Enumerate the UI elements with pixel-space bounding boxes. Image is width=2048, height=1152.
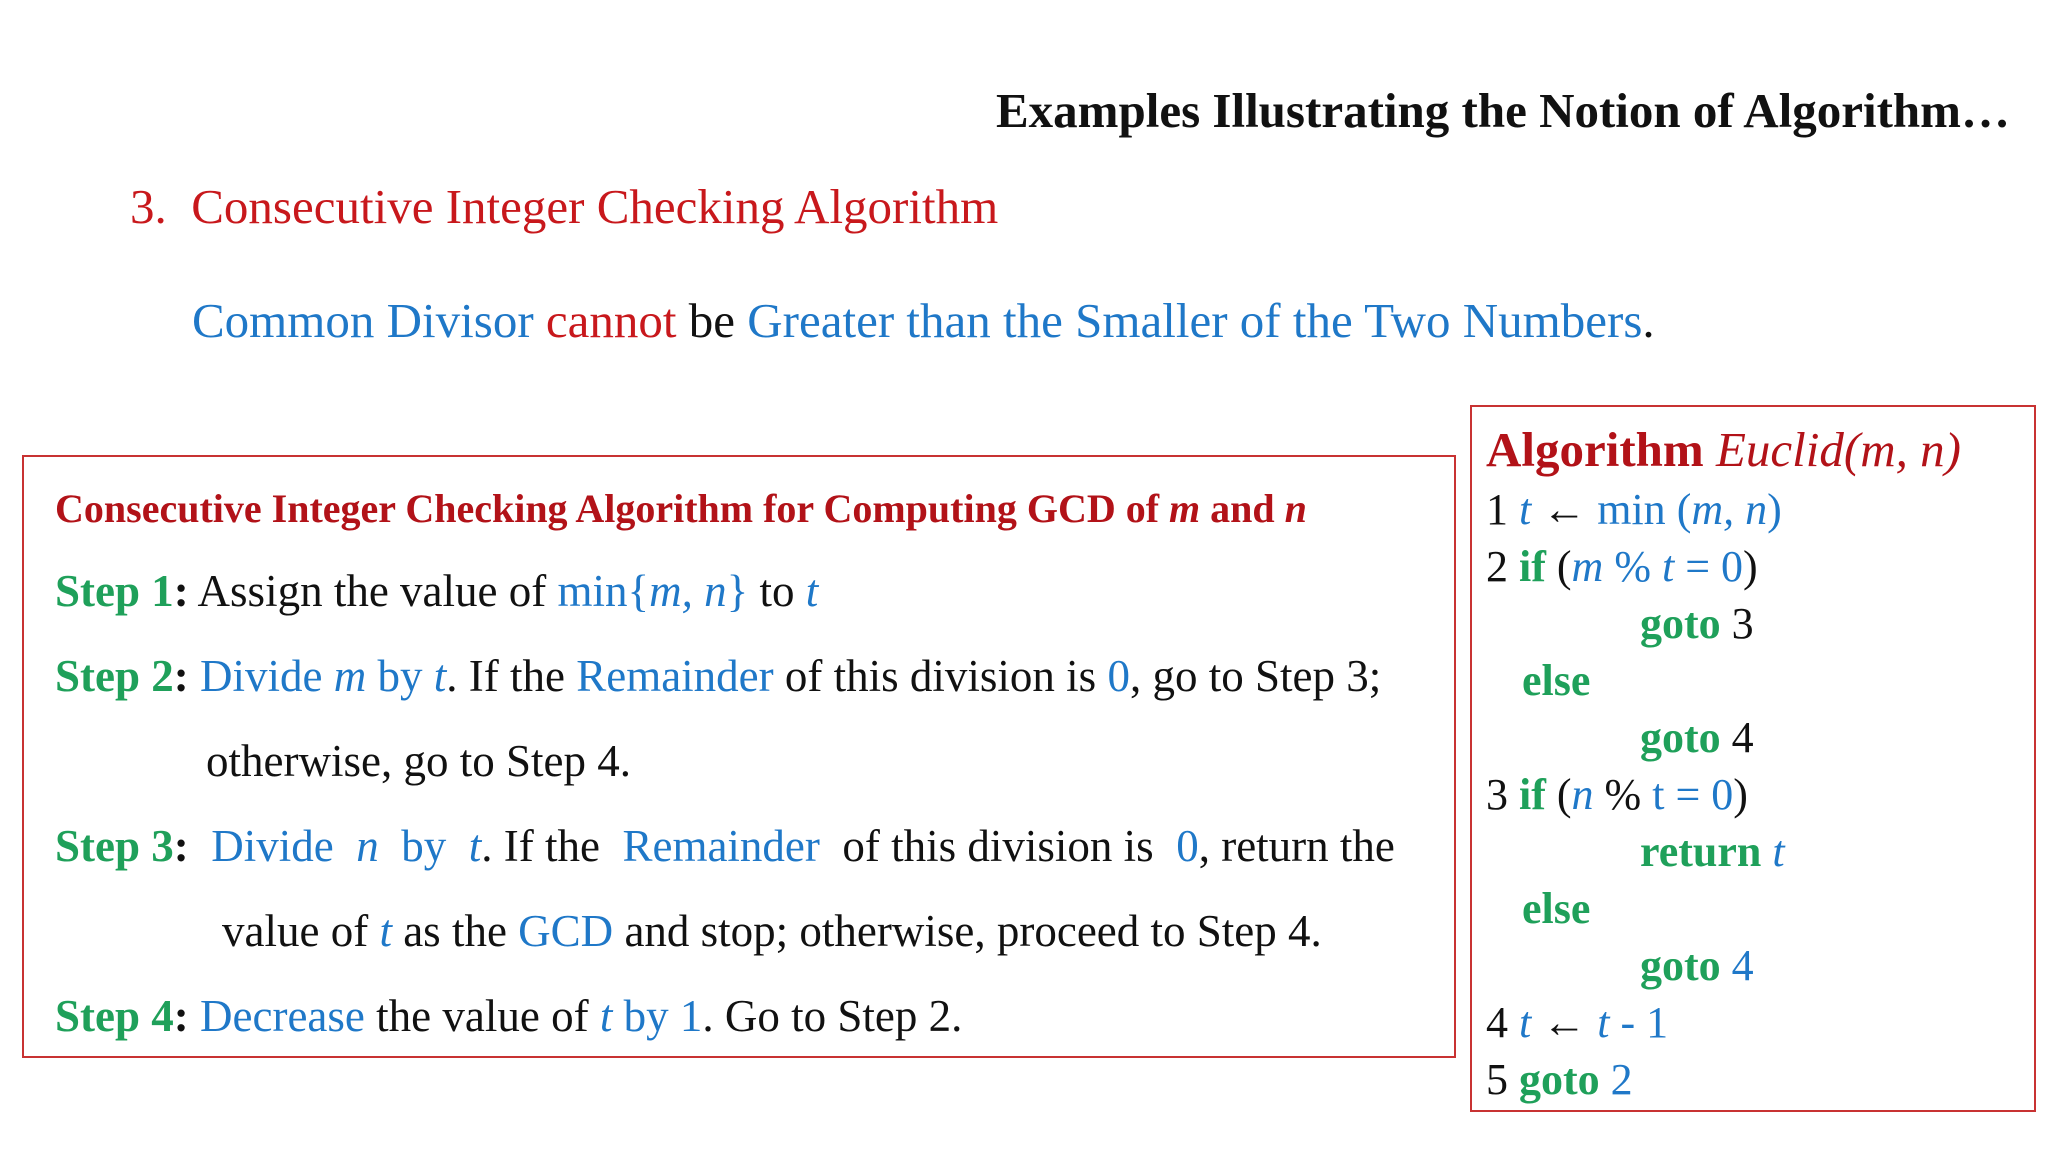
step-3-t: t bbox=[468, 821, 482, 871]
pseudo-line-8-else: else bbox=[1522, 884, 1591, 933]
step-3-n: n bbox=[356, 821, 379, 871]
step-3-by: by bbox=[401, 821, 447, 871]
step-1-brace-close: } bbox=[726, 566, 749, 616]
principle-part2: cannot bbox=[545, 293, 677, 348]
step-4-decrease: Decrease bbox=[200, 991, 365, 1041]
principle-statement bbox=[192, 292, 1655, 349]
pseudo-line-1-t: t bbox=[1519, 485, 1532, 534]
pseudo-line-6-paren-open: ( bbox=[1556, 770, 1572, 819]
step-3-t2: t bbox=[379, 906, 392, 956]
steps-title-text: Consecutive Integer Checking Algorithm for Computing GCD of bbox=[55, 486, 1160, 531]
pseudo-line-2-num: 2 bbox=[1486, 542, 1508, 591]
step-1-label: Step 1 bbox=[55, 566, 174, 616]
pseudo-line-10-minus: - 1 bbox=[1620, 998, 1669, 1047]
pseudo-line-6-if: if bbox=[1519, 770, 1546, 819]
pseudo-line-3 bbox=[1640, 598, 1754, 649]
step-4-one: 1 bbox=[679, 991, 703, 1041]
step-2-if-the: . If the bbox=[446, 651, 565, 701]
steps-title-m: m bbox=[1169, 486, 1201, 531]
pseudo-line-3-goto: goto bbox=[1640, 599, 1721, 648]
step-2-by: by bbox=[377, 651, 423, 701]
step-2-m: m bbox=[333, 651, 367, 701]
pseudo-line-6-n: n bbox=[1571, 770, 1594, 819]
pseudo-line-2-t: t bbox=[1661, 542, 1675, 591]
step-4-colon: : bbox=[173, 991, 189, 1041]
step-1-t: t bbox=[805, 566, 819, 616]
step-3-line-2 bbox=[222, 905, 1322, 957]
pseudo-line-2-m: m bbox=[1571, 542, 1604, 591]
step-1-min: min bbox=[557, 566, 628, 616]
pseudo-line-11-target: 2 bbox=[1610, 1055, 1633, 1104]
steps-box-title bbox=[55, 485, 1307, 532]
pseudo-line-1-arrow: ← bbox=[1542, 485, 1587, 534]
pseudo-line-2-pct: % bbox=[1614, 542, 1651, 591]
pseudo-line-11-num: 5 bbox=[1486, 1055, 1508, 1104]
step-1-text: Assign the value of bbox=[197, 566, 547, 616]
step-4 bbox=[55, 990, 962, 1042]
pseudo-line-7-return: return bbox=[1640, 827, 1762, 876]
pseudo-line-1-paren-open: ( bbox=[1676, 485, 1692, 534]
step-1-to: to bbox=[759, 566, 795, 616]
pseudo-line-10-arrow: ← bbox=[1542, 998, 1587, 1047]
principle-part3: be bbox=[688, 293, 736, 348]
step-4-label: Step 4 bbox=[55, 991, 174, 1041]
pseudo-line-2-eq: = 0 bbox=[1685, 542, 1744, 591]
step-3-if-the: . If the bbox=[481, 821, 600, 871]
pseudo-line-1-args: m, n bbox=[1691, 485, 1768, 534]
pseudo-line-7-t: t bbox=[1772, 827, 1785, 876]
pseudo-line-2-paren-close: ) bbox=[1743, 542, 1758, 591]
steps-title-n: n bbox=[1284, 486, 1307, 531]
step-3-gcd: GCD bbox=[518, 906, 614, 956]
step-2 bbox=[55, 650, 1381, 702]
step-3-of-div: of this division is bbox=[842, 821, 1154, 871]
step-3-label: Step 3 bbox=[55, 821, 174, 871]
step-4-text: the value of bbox=[376, 991, 589, 1041]
pseudo-line-1-paren-close: ) bbox=[1767, 485, 1782, 534]
step-1-brace-open: { bbox=[627, 566, 650, 616]
pseudo-line-10-num: 4 bbox=[1486, 998, 1508, 1047]
pseudo-line-9 bbox=[1640, 940, 1754, 991]
step-3 bbox=[55, 820, 1395, 872]
pseudo-header bbox=[1486, 421, 1961, 478]
pseudo-line-6-num: 3 bbox=[1486, 770, 1508, 819]
step-2-line-2: otherwise, go to Step 4. bbox=[206, 736, 631, 786]
step-3-zero: 0 bbox=[1176, 821, 1199, 871]
step-2-divide: Divide bbox=[200, 651, 323, 701]
principle-part1: Common Divisor bbox=[192, 293, 534, 348]
step-1 bbox=[55, 565, 818, 617]
section-label: Consecutive Integer Checking Algorithm bbox=[191, 179, 999, 234]
pseudocode-box bbox=[1470, 405, 2036, 1112]
pseudo-line-1-num: 1 bbox=[1486, 485, 1508, 534]
step-2-t: t bbox=[433, 651, 447, 701]
step-2-label: Step 2 bbox=[55, 651, 174, 701]
pseudo-line-3-target: 3 bbox=[1731, 599, 1754, 648]
step-4-rest: . Go to Step 2. bbox=[702, 991, 963, 1041]
pseudo-line-7 bbox=[1640, 826, 1785, 877]
pseudo-header-name: Euclid(m, n) bbox=[1716, 422, 1961, 477]
principle-part5: . bbox=[1642, 293, 1655, 348]
steps-box bbox=[22, 455, 1456, 1058]
step-3-value-of: value of bbox=[222, 906, 369, 956]
section-number: 3. bbox=[130, 179, 167, 234]
pseudo-line-9-target: 4 bbox=[1731, 941, 1754, 990]
step-4-t: t bbox=[599, 991, 613, 1041]
step-3-colon: : bbox=[173, 821, 189, 871]
pseudo-line-2 bbox=[1486, 541, 1758, 592]
pseudo-line-10-t2: t bbox=[1597, 998, 1610, 1047]
step-3-remainder: Remainder bbox=[622, 821, 820, 871]
pseudo-line-2-if: if bbox=[1519, 542, 1546, 591]
step-2-rest: , go to Step 3; bbox=[1129, 651, 1382, 701]
pseudo-line-4-else: else bbox=[1522, 656, 1591, 705]
pseudo-header-keyword: Algorithm bbox=[1486, 422, 1704, 477]
principle-part4: Greater than the Smaller of the Two Numbers bbox=[747, 293, 1643, 348]
pseudo-line-6-eq: = 0 bbox=[1675, 770, 1734, 819]
pseudo-line-10-t: t bbox=[1519, 998, 1532, 1047]
pseudo-line-6-t: t bbox=[1652, 770, 1665, 819]
step-2-colon: : bbox=[173, 651, 189, 701]
step-3-rest: , return the bbox=[1198, 821, 1395, 871]
pseudo-line-6-paren-close: ) bbox=[1733, 770, 1748, 819]
pseudo-line-11 bbox=[1486, 1054, 1633, 1105]
steps-title-and: and bbox=[1210, 486, 1275, 531]
pseudo-line-10 bbox=[1486, 997, 1668, 1048]
pseudo-line-5-goto: goto bbox=[1640, 713, 1721, 762]
pseudo-line-6 bbox=[1486, 769, 1748, 820]
pseudo-line-11-goto: goto bbox=[1519, 1055, 1600, 1104]
step-3-divide: Divide bbox=[211, 821, 334, 871]
pseudo-line-1 bbox=[1486, 484, 1782, 535]
pseudo-line-2-paren-open: ( bbox=[1556, 542, 1572, 591]
step-4-by: by bbox=[623, 991, 669, 1041]
step-2-remainder: Remainder bbox=[576, 651, 774, 701]
step-1-args: m, n bbox=[649, 566, 727, 616]
step-2-of-div: of this division is bbox=[784, 651, 1097, 701]
pseudo-line-8 bbox=[1522, 883, 1590, 934]
pseudo-line-5 bbox=[1640, 712, 1754, 763]
pseudo-line-4 bbox=[1522, 655, 1590, 706]
step-1-colon: : bbox=[173, 566, 189, 616]
slide-title: Examples Illustrating the Notion of Algorithm… bbox=[995, 83, 2010, 138]
pseudo-line-1-min: min bbox=[1597, 485, 1666, 534]
step-3-rest2: and stop; otherwise, proceed to Step 4. bbox=[624, 906, 1322, 956]
step-3-as-the: as the bbox=[403, 906, 507, 956]
pseudo-line-5-target: 4 bbox=[1731, 713, 1754, 762]
section-heading bbox=[130, 178, 998, 235]
pseudo-line-9-goto: goto bbox=[1640, 941, 1721, 990]
step-2-zero: 0 bbox=[1107, 651, 1130, 701]
pseudo-line-6-pct: % bbox=[1604, 770, 1642, 819]
